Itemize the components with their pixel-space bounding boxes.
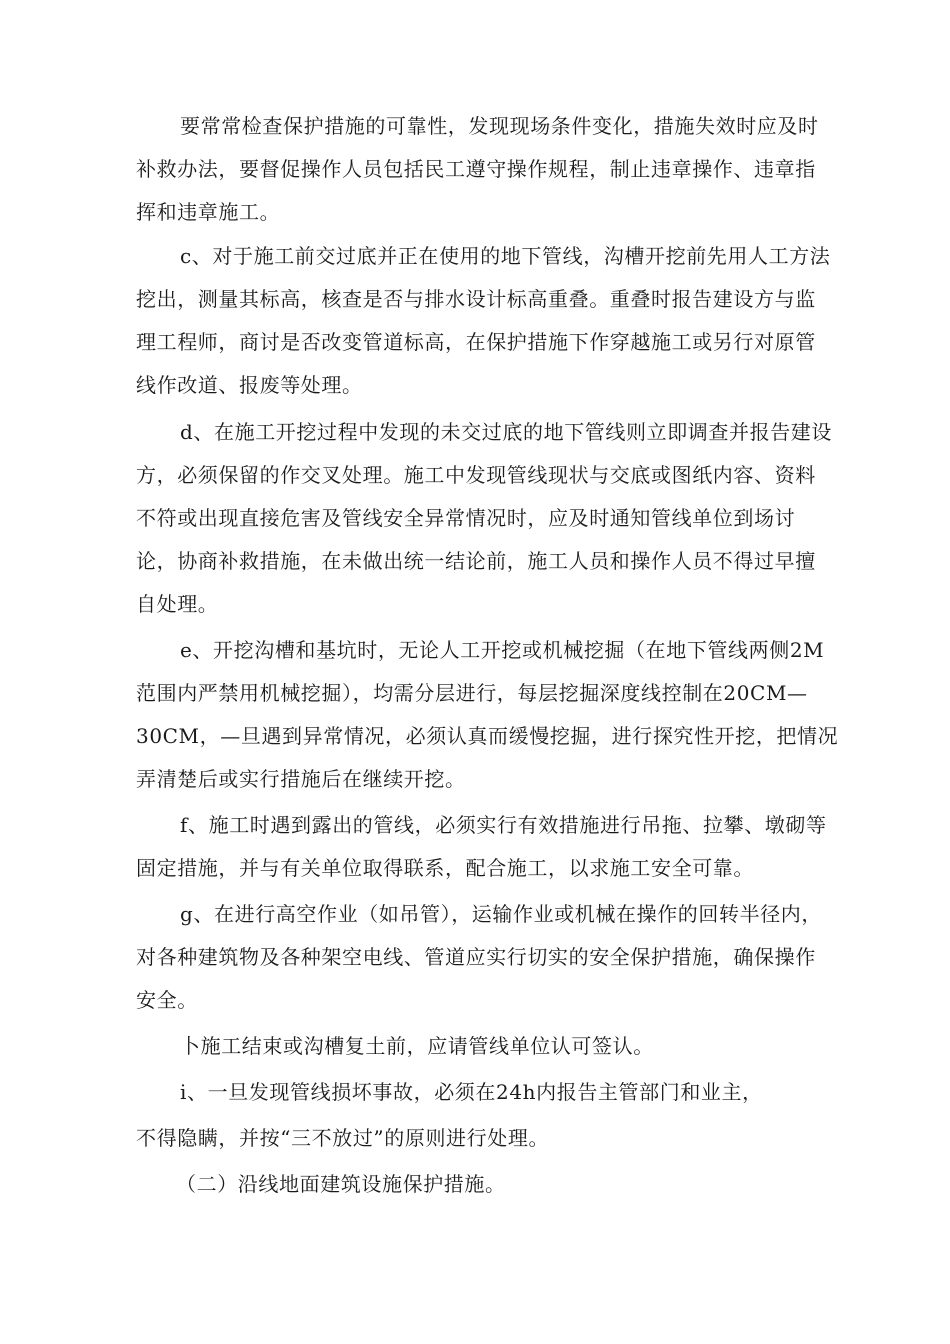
- text-line: g、在进行高空作业（如吊管），运输作业或机械在操作的回转半径内，: [180, 902, 823, 926]
- text-line: 对各种建筑物及各种架空电线、管道应实行切实的安全保护措施，确保操作: [136, 945, 816, 969]
- text-line: 固定措施，并与有关单位取得联系，配合施工，以求施工安全可靠。: [136, 856, 754, 880]
- text-line: 30CM，—旦遇到异常情况，必须认真而缓慢挖掘，进行探究性开挖，把情况: [136, 724, 839, 748]
- text-line: e、开挖沟槽和基坑时，无论人工开挖或机械挖掘（在地下管线两侧2M: [180, 638, 825, 662]
- text-line: 不符或出现直接危害及管线安全异常情况时，应及时通知管线单位到场讨: [136, 506, 796, 530]
- section-heading: （二）沿线地面建筑设施保护措施。: [176, 1172, 506, 1196]
- text-line: 安全。: [136, 988, 198, 1012]
- text-line: i、一旦发现管线损坏事故，必须在24h内报告主管部门和业主，: [180, 1080, 763, 1104]
- text-line: f、施工时遇到露出的管线，必须实行有效措施进行吊拖、拉攀、墩砌等: [180, 813, 827, 837]
- text-line: c、对于施工前交过底并正在使用的地下管线，沟槽开挖前先用人工方法: [180, 244, 831, 268]
- text-line: 补救办法，要督促操作人员包括民工遵守操作规程，制止违章操作、违章指: [136, 157, 816, 181]
- text-line: 方，必须保留的作交叉处理。施工中发现管线现状与交底或图纸内容、资料: [136, 463, 816, 487]
- text-line: 理工程师，商讨是否改变管道标高，在保护措施下作穿越施工或另行对原管: [136, 330, 816, 354]
- text-line: 卜施工结束或沟槽复土前，应请管线单位认可签认。: [180, 1034, 654, 1058]
- text-line: 挥和违章施工。: [136, 200, 281, 224]
- text-line: 线作改道、报废等处理。: [136, 373, 363, 397]
- text-line: 论，协商补救措施，在未做出统一结论前，施工人员和操作人员不得过早擅: [136, 549, 816, 573]
- text-line: 范围内严禁用机械挖掘），均需分层进行，每层挖掘深度线控制在20CM—: [136, 681, 808, 705]
- text-line: 不得隐瞒，并按“三不放过”的原则进行处理。: [136, 1126, 550, 1150]
- text-line: 挖出，测量其标高，核查是否与排水设计标高重叠。重叠时报告建设方与监: [136, 287, 816, 311]
- text-line: d、在施工开挖过程中发现的未交过底的地下管线则立即调查并报告建设: [180, 420, 833, 444]
- text-line: 弄清楚后或实行措施后在继续开挖。: [136, 767, 466, 791]
- text-line: 要常常检查保护措施的可靠性，发现现场条件变化，措施失效时应及时: [180, 114, 819, 138]
- text-line: 自处理。: [136, 592, 219, 616]
